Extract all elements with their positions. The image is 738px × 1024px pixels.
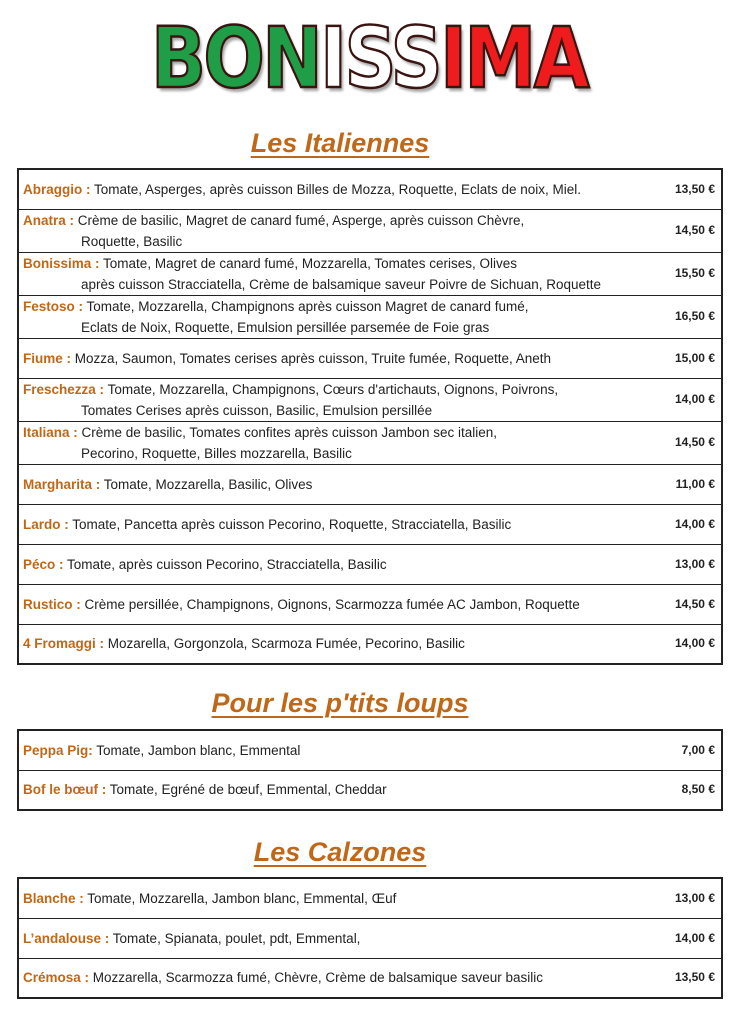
menu-item-description-cell <box>18 421 647 464</box>
menu-item-description-cell <box>18 169 647 209</box>
menu-item-description-cell <box>18 338 647 378</box>
menu-item-description-cell <box>18 464 647 504</box>
menu-table-calzones <box>17 877 723 999</box>
menu-item-row <box>18 295 722 338</box>
menu-item-ingredients: Tomate, après cuisson Pecorino, Stracciatella, Basilic <box>67 556 387 572</box>
menu-item-ingredients: Mozarella, Gorgonzola, Scarmoza Fumée, Pecorino, Basilic <box>107 636 465 652</box>
menu-item-ingredients-continued: Tomates Cerises après cuisson, Basilic, Emulsion persillée <box>81 402 433 418</box>
menu-item-ingredients-continued: après cuisson Stracciatella, Crème de balsamique saveur Poivre de Sichuan, Roquette <box>81 276 602 292</box>
menu-item-ingredients-continued: Eclats de Noix, Roquette, Emulsion persillée parsemée de Foie gras <box>81 319 490 335</box>
menu-item-ingredients: Tomate, Mozzarella, Jambon blanc, Emmental, Œuf <box>87 890 397 906</box>
menu-item-row <box>18 464 722 504</box>
logo-part-green: BON <box>150 9 321 107</box>
menu-item-name: Peppa Pig: <box>23 742 93 758</box>
menu-item-description-cell <box>18 378 647 421</box>
menu-item-ingredients: Crème de basilic, Magret de canard fumé, Asperge, après cuisson Chèvre, <box>77 212 525 228</box>
menu-item-price: 14,50 € <box>647 209 722 252</box>
menu-item-name: Rustico : <box>23 596 81 612</box>
menu-item-name: Italiana : <box>23 424 78 440</box>
menu-item-price: 14,00 € <box>647 918 722 958</box>
logo-part-red: IMA <box>440 9 588 107</box>
menu-item-ingredients: Tomate, Asperges, après cuisson Billes de Mozza, Roquette, Eclats de noix, Miel. <box>94 181 582 197</box>
menu-item-description-cell <box>18 958 647 998</box>
menu-item-ingredients: Mozza, Saumon, Tomates cerises après cuisson, Truite fumée, Roquette, Aneth <box>74 350 552 366</box>
menu-item-description-cell <box>18 252 647 295</box>
menu-item-row <box>18 169 722 209</box>
menu-item-name: Bonissima : <box>23 255 100 271</box>
menu-item-price: 14,00 € <box>647 624 722 664</box>
menu-item-ingredients: Tomate, Egréné de bœuf, Emmental, Cheddar <box>109 782 387 798</box>
menu-item-ingredients: Crème persillée, Champignons, Oignons, Scarmozza fumée AC Jambon, Roquette <box>84 596 580 612</box>
menu-item-description-cell <box>18 584 647 624</box>
menu-item-description-cell <box>18 209 647 252</box>
menu-item-name: Margharita : <box>23 476 101 492</box>
menu-item-ingredients: Tomate, Jambon blanc, Emmental <box>96 742 301 758</box>
menu-item-price: 8,50 € <box>647 770 722 810</box>
menu-item-price: 14,50 € <box>647 584 722 624</box>
menu-item-description-cell <box>18 878 647 918</box>
menu-item-row <box>18 584 722 624</box>
menu-item-price: 14,00 € <box>647 504 722 544</box>
menu-item-name: Freschezza : <box>23 381 105 397</box>
menu-item-price: 14,00 € <box>647 378 722 421</box>
menu-item-ingredients: Tomate, Spianata, poulet, pdt, Emmental, <box>112 930 361 946</box>
menu-item-ingredients: Mozzarella, Scarmozza fumé, Chèvre, Crème de balsamique saveur basilic <box>92 970 543 986</box>
section-title: Les Calzones <box>253 837 427 867</box>
section-title: Les Italiennes <box>250 128 430 158</box>
menu-item-row <box>18 338 722 378</box>
menu-item-description-cell <box>18 770 647 810</box>
menu-item-name: Anatra : <box>23 212 75 228</box>
menu-item-price: 14,50 € <box>647 421 722 464</box>
menu-item-price: 16,50 € <box>647 295 722 338</box>
menu-item-name: Fiume : <box>23 350 72 366</box>
menu-item-description-cell <box>18 624 647 664</box>
menu-item-price: 13,50 € <box>647 958 722 998</box>
menu-item-description-cell <box>18 918 647 958</box>
menu-item-price: 7,00 € <box>647 730 722 770</box>
menu-item-description-cell <box>18 544 647 584</box>
menu-item-name: Lardo : <box>23 516 69 532</box>
menu-item-name: Blanche : <box>23 890 84 906</box>
menu-item-ingredients: Tomate, Magret de canard fumé, Mozzarella, Tomates cerises, Olives <box>103 255 517 271</box>
menu-item-ingredients: Tomate, Pancetta après cuisson Pecorino, Roquette, Stracciatella, Basilic <box>72 516 512 532</box>
menu-item-description-cell <box>18 730 647 770</box>
menu-table-kids <box>17 729 723 811</box>
menu-item-name: Bof le bœuf : <box>23 782 107 798</box>
menu-item-row <box>18 624 722 664</box>
menu-item-name: Péco : <box>23 556 64 572</box>
menu-item-price: 13,00 € <box>647 544 722 584</box>
restaurant-logo <box>52 8 687 108</box>
menu-item-ingredients: Crème de basilic, Tomates confites après cuisson Jambon sec italien, <box>81 424 497 440</box>
menu-item-row <box>18 770 722 810</box>
menu-item-name: Festoso : <box>23 298 84 314</box>
menu-item-row <box>18 544 722 584</box>
menu-item-row <box>18 958 722 998</box>
menu-item-row <box>18 252 722 295</box>
menu-item-price: 15,50 € <box>647 252 722 295</box>
menu-item-price: 15,00 € <box>647 338 722 378</box>
logo-part-white: ISS <box>320 9 441 107</box>
menu-item-row <box>18 504 722 544</box>
menu-item-row <box>18 378 722 421</box>
menu-item-price: 13,00 € <box>647 878 722 918</box>
menu-item-description-cell <box>18 295 647 338</box>
menu-item-name: Abraggio : <box>23 181 91 197</box>
menu-table-italiennes <box>17 168 723 665</box>
menu-item-row <box>18 209 722 252</box>
menu-item-name: L’andalouse : <box>23 930 110 946</box>
menu-item-price: 13,50 € <box>647 169 722 209</box>
menu-item-name: Crémosa : <box>23 970 90 986</box>
menu-item-ingredients: Tomate, Mozzarella, Basilic, Olives <box>103 476 313 492</box>
menu-item-row <box>18 730 722 770</box>
menu-item-ingredients-continued: Pecorino, Roquette, Billes mozzarella, Basilic <box>81 445 352 461</box>
menu-item-row <box>18 918 722 958</box>
menu-item-description-cell <box>18 504 647 544</box>
menu-item-row <box>18 421 722 464</box>
menu-item-price: 11,00 € <box>647 464 722 504</box>
menu-item-ingredients: Tomate, Mozzarella, Champignons après cuisson Magret de canard fumé, <box>86 298 529 314</box>
menu-item-ingredients: Tomate, Mozzarella, Champignons, Cœurs d'artichauts, Oignons, Poivrons, <box>107 381 559 397</box>
menu-item-ingredients-continued: Roquette, Basilic <box>81 233 183 249</box>
menu-item-name: 4 Fromaggi : <box>23 636 105 652</box>
section-title: Pour les p'tits loups <box>211 688 469 718</box>
menu-item-row <box>18 878 722 918</box>
